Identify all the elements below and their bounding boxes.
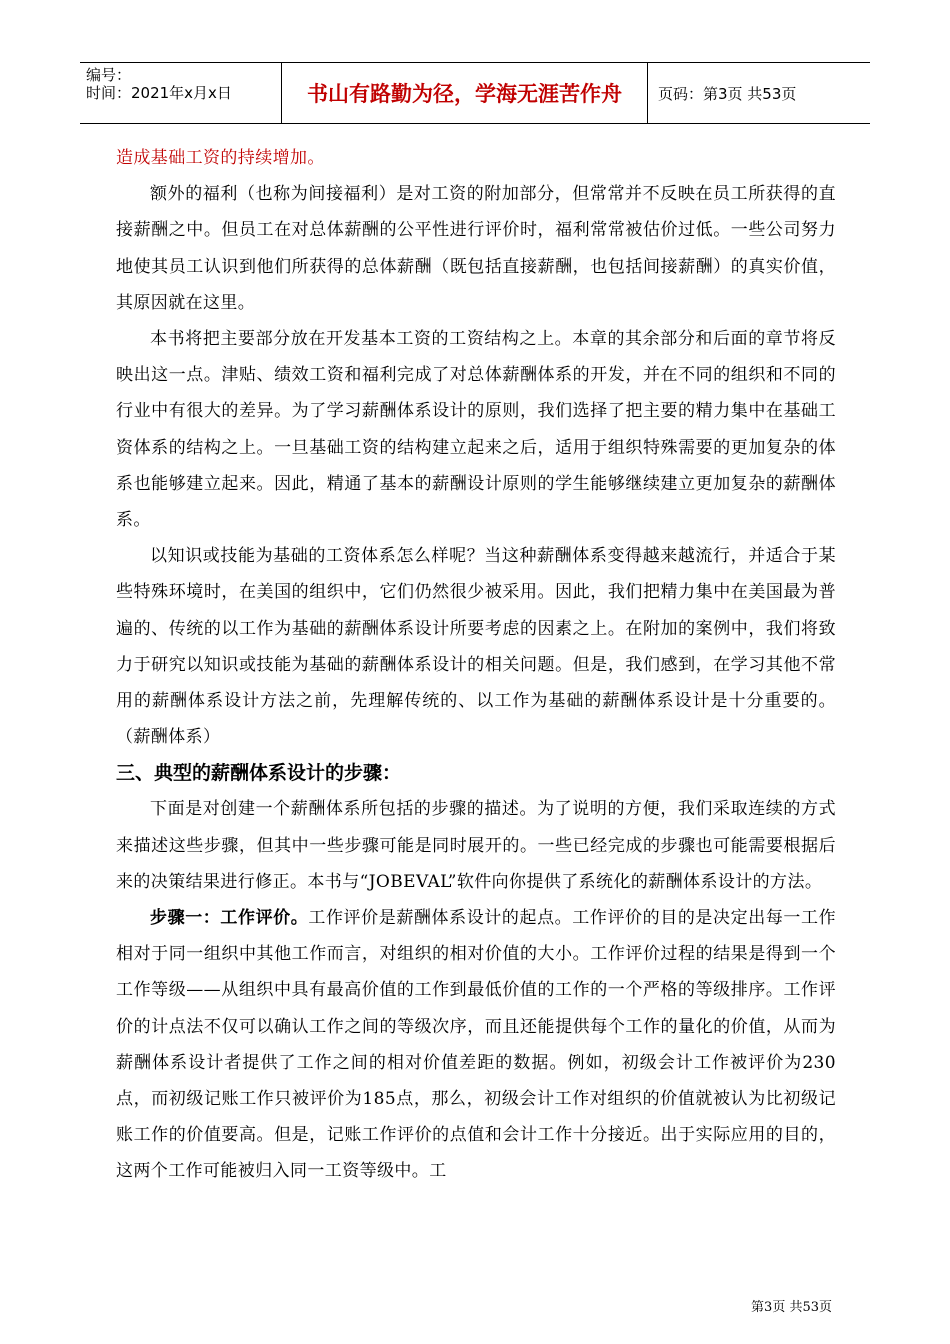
paragraph-skill-based: 以知识或技能为基础的工资体系怎么样呢？当这种薪酬体系变得越来越流行，并适合于某些特殊环境时，在美国的组织中，它们仍然很少被采用。因此，我们把精力集中在美国最为普遍的、传统的以工作为基础的薪酬体系设计所要考虑的因素之上。在附加的案例中，我们将致力于研究以知识或技能为基础的薪酬体系设计的相关问题。但是，我们感到，在学习其他不常用的薪酬体系设计方法之前，先理解传统的、以工作为基础的薪酬体系设计是十分重要的。（薪酬体系） — [116, 546, 836, 748]
paragraph-continued: 造成基础工资的持续增加。 — [116, 148, 325, 168]
paragraph-benefits: 额外的福利（也称为间接福利）是对工资的附加部分，但常常并不反映在员工所获得的直接薪酬之中。但员工在对总体薪酬的公平性进行评价时，福利常常被估价过低。一些公司努力地使其员工认识到他们所获得的总体薪酬（既包括直接薪酬，也包括间接薪酬）的真实价值，其原因就在这里。 — [116, 184, 836, 313]
step-one-label: 步骤一：工作评价。 — [150, 908, 309, 929]
header-meta — [80, 63, 281, 123]
paragraph-steps-intro: 下面是对创建一个薪酬体系所包括的步骤的描述。为了说明的方便，我们采取连续的方式来描述这些步骤，但其中一些步骤可能是同时展开的。一些已经完成的步骤也可能需要根据后来的决策结果进行修正。本书与“JOBEVAL”软件向你提供了系统化的薪酬体系设计的方法。 — [116, 799, 836, 892]
header-motto: 书山有路勤为径，学海无涯苦作舟 — [281, 63, 648, 123]
page-header — [80, 62, 870, 124]
step-one-text: 工作评价是薪酬体系设计的起点。工作评价的目的是决定出每一工作相对于同一组织中其他工作而言，对组织的相对价值的大小。工作评价过程的结果是得到一个工作等级——从组织中具有最高价值的工作到最低价值的工作的一个严格的等级排序。工作评价的计点法不仅可以确认工作之间的等级次序，而且还能提供每个工作的量化的价值，从而为薪酬体系设计者提供了工作之间的相对价值差距的数据。例如，初级会计工作被评价为230点，而初级记账工作只被评价为185点，那么，初级会计工作对组织的价值就被认为比初级记账工作的价值要高。但是，记账工作评价的点值和会计工作十分接近。出于实际应用的目的，这两个工作可能被归入同一工资等级中。工 — [116, 908, 836, 1182]
header-page-info: 页码：第3页 共53页 — [658, 84, 797, 103]
paragraph-step-one — [116, 900, 836, 1190]
section-heading: 三、典型的薪酬体系设计的步骤： — [116, 762, 402, 785]
page-footer: 第3页 共53页 — [751, 1300, 832, 1315]
document-time: 时间：2021年x月x日 — [86, 84, 232, 102]
document-number: 编号： — [86, 66, 132, 84]
document-body — [116, 140, 836, 1190]
paragraph-base-pay: 本书将把主要部分放在开发基本工资的工资结构之上。本章的其余部分和后面的章节将反映出这一点。津贴、绩效工资和福利完成了对总体薪酬体系的开发，并在不同的组织和不同的行业中有很大的差异。为了学习薪酬体系设计的原则，我们选择了把主要的精力集中在基础工资体系的结构之上。一旦基础工资的结构建立起来之后，适用于组织特殊需要的更加复杂的体系也能够建立起来。因此，精通了基本的薪酬设计原则的学生能够继续建立更加复杂的薪酬体系。 — [116, 329, 836, 531]
